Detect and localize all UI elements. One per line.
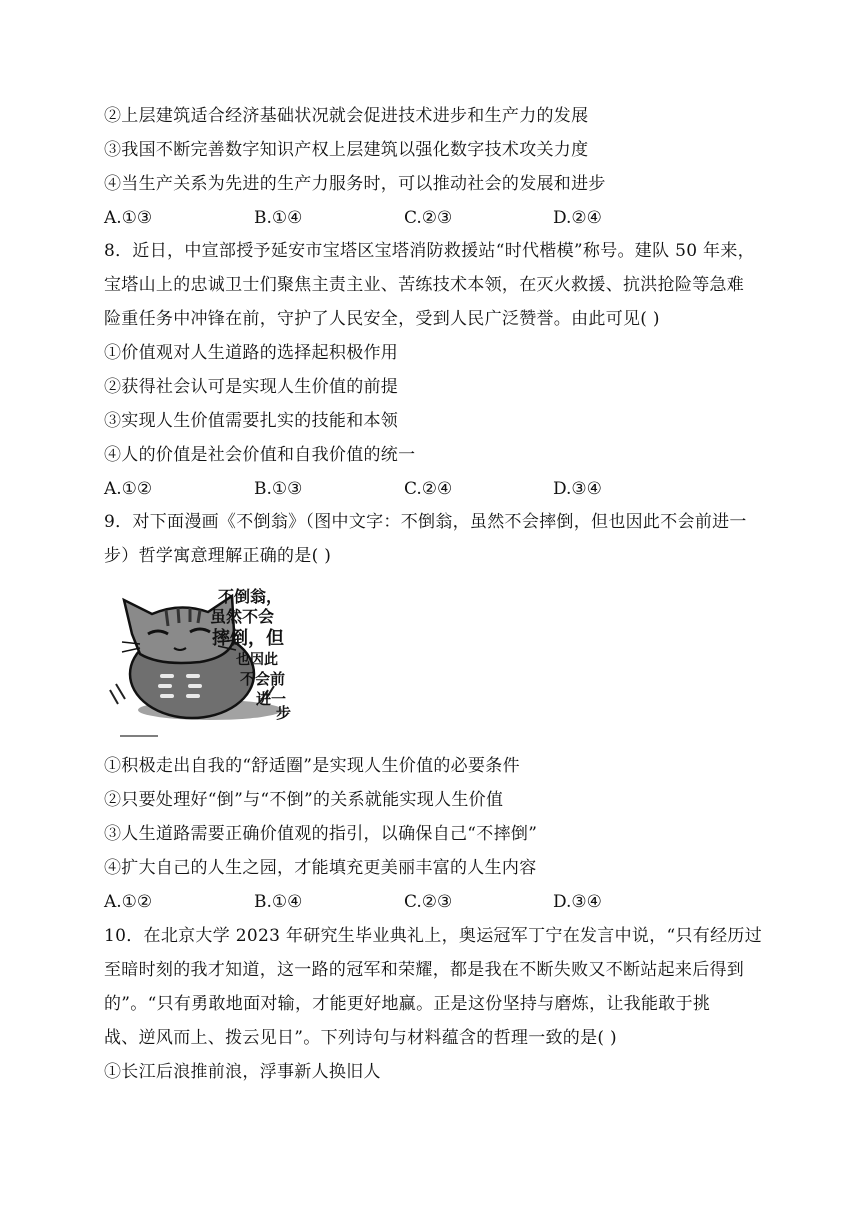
q7-option-b: B.①④ bbox=[254, 208, 303, 228]
q10-stem-line-2: 至暗时刻的我才知道，这一路的冠军和荣耀，都是我在不断失败又不断站起来后得到 bbox=[104, 960, 745, 980]
q9-option-b: B.①④ bbox=[254, 892, 303, 912]
q7-item-4: ④当生产关系为先进的生产力服务时，可以推动社会的发展和进步 bbox=[104, 174, 606, 194]
q8-stem-line-3: 险重任务中冲锋在前，守护了人民安全，受到人民广泛赞誉。由此可见( ) bbox=[104, 309, 660, 329]
cartoon-text-7: 步 bbox=[276, 704, 292, 722]
q9-item-3: ③人生道路需要正确价值观的指引，以确保自己“不摔倒” bbox=[104, 824, 538, 844]
q10-stem-line-3: 的”。“只有勇敢地面对输，才能更好地赢。正是这份坚持与磨炼，让我能敢于挑 bbox=[104, 994, 711, 1014]
q8-option-a: A.①② bbox=[104, 479, 153, 499]
q8-item-4: ④人的价值是社会价值和自我价值的统一 bbox=[104, 445, 416, 465]
cartoon-text-1: 不倒翁， bbox=[218, 587, 283, 606]
q8-option-c: C.②④ bbox=[404, 479, 453, 499]
q8-item-3: ③实现人生价值需要扎实的技能和本领 bbox=[104, 411, 399, 431]
q7-option-d: D.②④ bbox=[553, 208, 602, 228]
cartoon-text-5: 不会前 bbox=[240, 670, 286, 688]
q7-item-3: ③我国不断完善数字知识产权上层建筑以强化数字技术攻关力度 bbox=[104, 140, 589, 160]
q9-stem-line-2: 步）哲学寓意理解正确的是( ) bbox=[104, 546, 332, 566]
q8-option-d: D.③④ bbox=[553, 479, 602, 499]
q9-item-1: ①积极走出自我的“舒适圈”是实现人生价值的必要条件 bbox=[104, 756, 520, 776]
q7-option-c: C.②③ bbox=[404, 208, 453, 228]
q10-item-1: ①长江后浪推前浪，浮事新人换旧人 bbox=[104, 1062, 381, 1082]
q8-item-2: ②获得社会认可是实现人生价值的前提 bbox=[104, 377, 399, 397]
q8-stem-line-2: 宝塔山上的忠诚卫士们聚焦主责主业、苦练技术本领，在灭火救援、抗洪抢险等急难 bbox=[104, 275, 745, 295]
cartoon-text-4: 也因此 bbox=[236, 652, 278, 668]
cartoon-text-2: 虽然不会 bbox=[210, 607, 275, 626]
q8-option-b: B.①③ bbox=[254, 479, 303, 499]
cartoon-text-3: 摔倒，但 bbox=[212, 628, 284, 649]
q10-stem-line-4: 战、逆风而上、拨云见日”。下列诗句与材料蕴含的哲理一致的是( ) bbox=[104, 1028, 617, 1048]
q8-item-1: ①价值观对人生道路的选择起积极作用 bbox=[104, 343, 399, 363]
q9-option-c: C.②③ bbox=[404, 892, 453, 912]
q9-item-4: ④扩大自己的人生之园，才能填充更美丽丰富的人生内容 bbox=[104, 858, 537, 878]
q8-stem-line-1: 8．近日，中宣部授予延安市宝塔区宝塔消防救援站“时代楷模”称号。建队 50 年来， bbox=[104, 241, 755, 261]
cartoon-text-6: 进一 bbox=[256, 690, 287, 708]
q9-item-2: ②只要处理好“倒”与“不倒”的关系就能实现人生价值 bbox=[104, 790, 504, 810]
q9-option-a: A.①② bbox=[104, 892, 153, 912]
q7-option-a: A.①③ bbox=[104, 208, 153, 228]
tumbler-cat-cartoon bbox=[100, 578, 320, 742]
q7-item-2: ②上层建筑适合经济基础状况就会促进技术进步和生产力的发展 bbox=[104, 106, 589, 126]
q10-stem-line-1: 10．在北京大学 2023 年研究生毕业典礼上，奥运冠军丁宁在发言中说，“只有经历过 bbox=[104, 926, 762, 946]
q9-stem-line-1: 9．对下面漫画《不倒翁》（图中文字：不倒翁，虽然不会摔倒，但也因此不会前进一 bbox=[104, 512, 747, 532]
q9-option-d: D.③④ bbox=[553, 892, 602, 912]
